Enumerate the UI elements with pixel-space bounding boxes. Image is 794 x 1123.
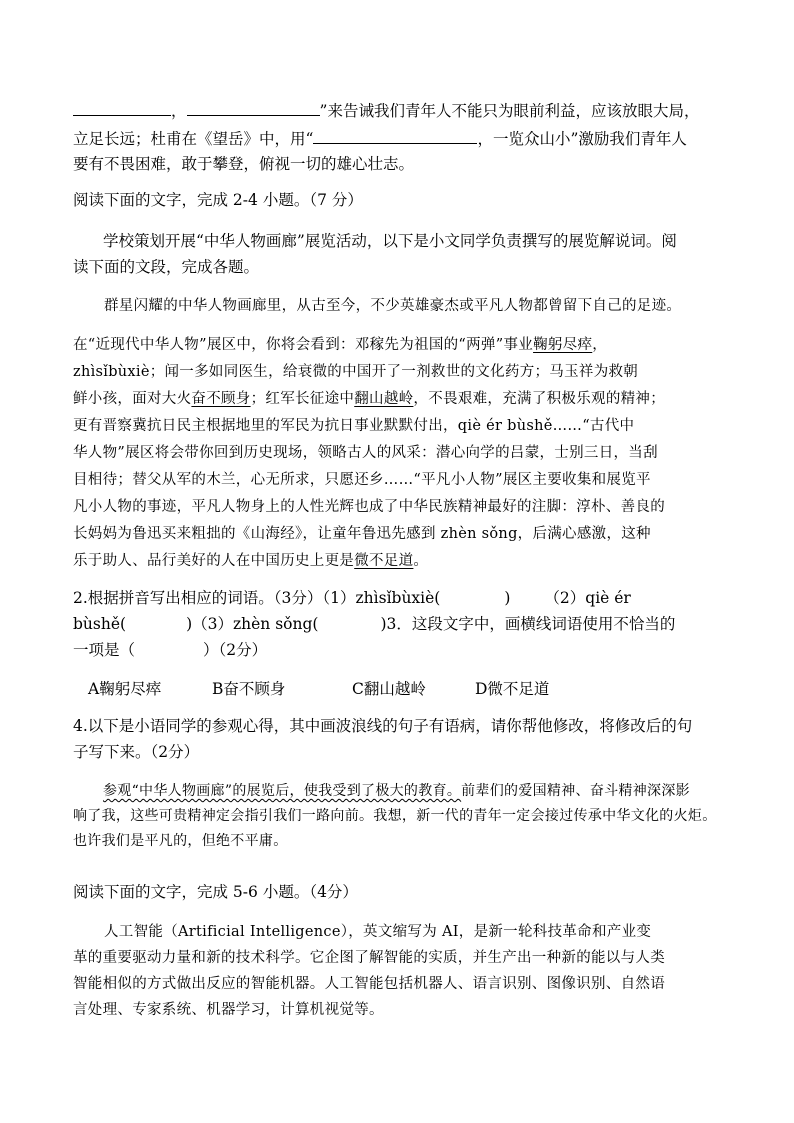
line-text: ”来告诫我们青年人不能只为眼前利益，应该放眼大局， [319, 102, 700, 120]
poem-fill-line-3: 要有不畏困难，敢于攀登，俯视一切的雄心壮志。 [73, 155, 415, 173]
passage-text: ， [592, 337, 608, 353]
question-text: 一项是（ [73, 641, 136, 659]
section-heading: 阅读下面的文字，完成 2-4 小题。（7 分） [73, 191, 363, 209]
passage-line [73, 549, 428, 573]
poem-fill-line-1 [73, 98, 699, 123]
answer-blank[interactable] [187, 98, 320, 116]
line-text: ，一览众山小”激励我们青年人 [477, 130, 687, 148]
passage-text: ，不畏艰难，充满了积极乐观的精神； [413, 391, 666, 407]
poem-fill-line-2 [73, 126, 687, 151]
passage-line: zhìsǐbùxiè；闻一多如同医生，给衰微的中国开了一剂救世的文化药方；马玉祥为救朝 [73, 364, 639, 380]
passage-text: 。 [413, 553, 429, 569]
passage-text: ；红军长征途中 [250, 391, 355, 407]
reflection-line: 响了我，这些可贵精神定会指引我们一路向前。我想，新一代的青年一定会接过传承中华文化的火炬。 [73, 808, 717, 824]
passage-text: 乐于助人、品行美好的人在中国历史上更是 [73, 553, 355, 569]
question-text: ）（2分） [203, 641, 268, 659]
intro-line: 学校策划开展“中华人物画廊”展览活动，以下是小文同学负责撰写的展览解说词。阅 [103, 232, 677, 250]
reflection-line: 也许我们是平凡的，但绝不平庸。 [73, 833, 288, 849]
answer-blank[interactable] [313, 126, 477, 144]
passage-line: 凡小人物的事迹，平凡人物身上的人性光辉也成了中华民族精神最好的注脚：淳朴、善良的 [73, 499, 665, 515]
passage-line: 人工智能（Artificial Intelligence），英文缩写为 AI，是新一轮科技革命和产业变 [104, 924, 652, 940]
question-3-line [73, 638, 267, 662]
question-text: )（3）zhèn sǒng( [186, 615, 319, 633]
question-4-line-1: 4.以下是小语同学的参观心得，其中画波浪线的句子有语病，请你帮他修改，将修改后的句 [73, 717, 693, 735]
option-d[interactable]: D微不足道 [475, 680, 550, 698]
passage-line [73, 387, 665, 411]
question-text: bùshě( [73, 615, 127, 633]
question-text: ) [504, 589, 511, 607]
section-heading: 阅读下面的文字，完成 5-6 小题。（4分） [73, 883, 358, 901]
option-a[interactable]: A鞠躬尽瘁 [88, 680, 162, 698]
passage-line: 目相待；替父从军的木兰，心无所求，只愿还乡……“平凡小人物”展区主要收集和展览平 [73, 472, 651, 488]
passage-line [73, 333, 607, 357]
passage-line: 长妈妈为鲁迅买来粗拙的《山海经》，让童年鲁迅先感到 zhèn sǒng，后满心感激，这种 [73, 526, 651, 542]
line-text: 立足长远；杜甫在《望岳》中，用“ [73, 130, 314, 148]
passage-line: 革的重要驱动力量和新的技术科学。它企图了解智能的实质，并生产出一种新的能以与人类 [73, 950, 665, 966]
passage-line: 群星闪耀的中华人物画廊里，从古至今，不少英雄豪杰或平凡人物都曾留下自己的足迹。 [104, 298, 682, 314]
passage-line: 更有晋察冀抗日民主根据地里的军民为抗日事业默默付出，qiè ér bùshě……“古代中 [73, 418, 635, 434]
underlined-term: 鞠躬尽瘁 [533, 337, 593, 353]
intro-line: 读下面的文段，完成各题。 [73, 258, 260, 276]
option-c[interactable]: C翻山越岭 [352, 680, 426, 698]
question-text: )3．这段文字中，画横线词语使用不恰当的 [380, 615, 676, 633]
passage-text: 鲜小孩，面对大火 [73, 391, 192, 407]
question-text: 2.根据拼音写出相应的词语。（3分）（1）zhìsǐbùxiè( [73, 589, 441, 607]
underlined-term: 翻山越岭 [354, 391, 414, 407]
passage-line: 言处理、专家系统、机器学习，计算机视觉等。 [73, 1002, 384, 1018]
question-4-line-2: 子写下来。（2分） [73, 743, 200, 761]
wavy-sentence: 参观“中华人物画廊”的展览后，使我受到了极大的教育。 [103, 783, 462, 799]
question-text: （2）qiè ér [544, 589, 631, 607]
answer-blank[interactable] [73, 98, 171, 116]
reflection-line [103, 779, 690, 803]
punctuation: ， [171, 102, 187, 120]
option-b[interactable]: B奋不顾身 [212, 680, 286, 698]
underlined-term: 奋不顾身 [191, 391, 251, 407]
passage-text: 在“近现代中华人物”展区中，你将会看到：邓稼先为祖国的“两弹”事业 [73, 337, 534, 353]
passage-line: 华人物”展区将会带你回到历史现场，领略古人的风采：潜心向学的吕蒙，士别三日，当刮 [73, 445, 658, 461]
underlined-term: 微不足道 [354, 553, 414, 569]
question-2-line-1 [73, 586, 631, 610]
reflection-text: 前辈们的爱国精神、奋斗精神深深影 [461, 783, 690, 799]
question-2-line-2 [73, 612, 675, 636]
passage-line: 智能相似的方式做出反应的智能机器。人工智能包括机器人、语言识别、图像识别、自然语 [73, 976, 665, 992]
